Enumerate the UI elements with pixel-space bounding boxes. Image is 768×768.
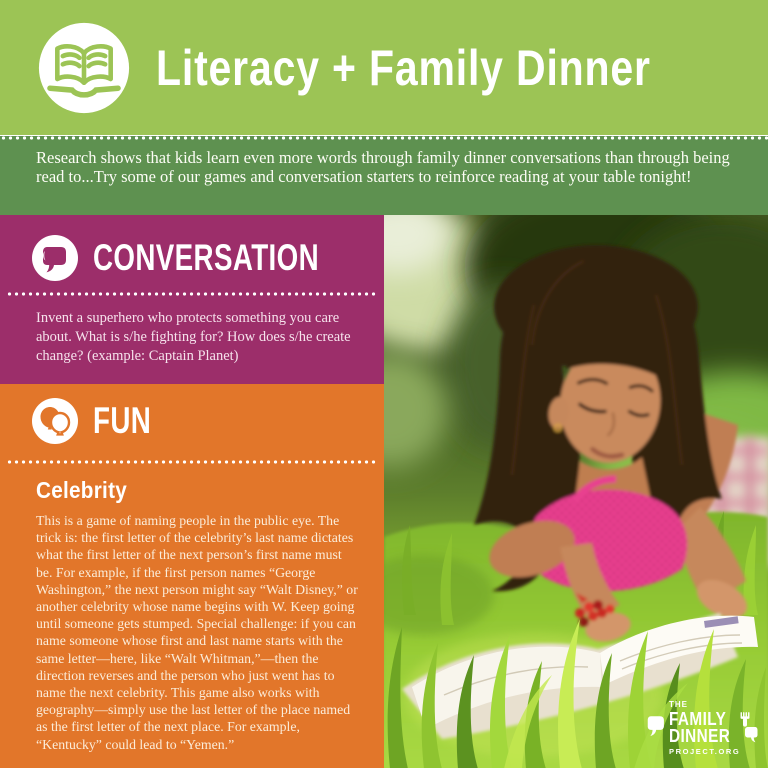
open-book-icon bbox=[38, 22, 130, 114]
reading-photo-illustration bbox=[384, 215, 768, 768]
intro-section bbox=[0, 136, 768, 215]
logo-family: FAMILY bbox=[668, 709, 727, 730]
dotted-divider-fun bbox=[6, 460, 378, 464]
page-title: Literacy + Family Dinner bbox=[156, 39, 651, 96]
conversation-title: CONVERSATION bbox=[93, 237, 320, 278]
fun-title: FUN bbox=[93, 400, 152, 441]
balloons-icon bbox=[32, 398, 78, 444]
conversation-section bbox=[0, 215, 384, 384]
header-band bbox=[0, 0, 768, 135]
logo-the: THE bbox=[668, 700, 688, 710]
game-description: This is a game of naming people in the public eye. The trick is: the first letter of the celebrity’s last name dictates what the first letter of the next person’s first name must be. For example, if the first person names “George Washington,” the next person might say “Walt Disney,” or another celebrity whose name begins with W. Keep going until someone gets stumped. Special challenge: if you can name someone whose first and last name starts with the same letter—here, like “Walt Whitman,”—then the direction reverses and the person who just went has to name the next celebrity. This game also works with geography—simply use the last letter of the place named as the first letter of the next place. For example, “Kentucky” could lead to “Yemen.” bbox=[36, 513, 358, 752]
family-dinner-project-logo bbox=[647, 701, 758, 755]
game-title: Celebrity bbox=[36, 477, 128, 503]
dotted-divider-top bbox=[0, 136, 768, 140]
intro-text: Research shows that kids learn even more words through family dinner conversations than through being read to...Try some of our games and conversation starters to reinforce reading at your table tonight! bbox=[36, 148, 730, 186]
speech-quote-icon bbox=[32, 235, 78, 281]
logo-project-org: PROJECT.ORG bbox=[668, 746, 741, 756]
conversation-prompt: Invent a superhero who protects something you care about. What is s/he fighting for? How does s/he create change? (example: Captain Planet) bbox=[36, 310, 351, 364]
fun-section bbox=[0, 384, 384, 768]
right-quote-icon bbox=[745, 726, 758, 743]
dotted-divider-conversation bbox=[6, 292, 378, 296]
left-quote-icon bbox=[647, 715, 664, 737]
fork-icon bbox=[740, 712, 750, 727]
logo-dinner: DINNER bbox=[668, 726, 731, 747]
photo-girl-reading bbox=[384, 215, 768, 768]
